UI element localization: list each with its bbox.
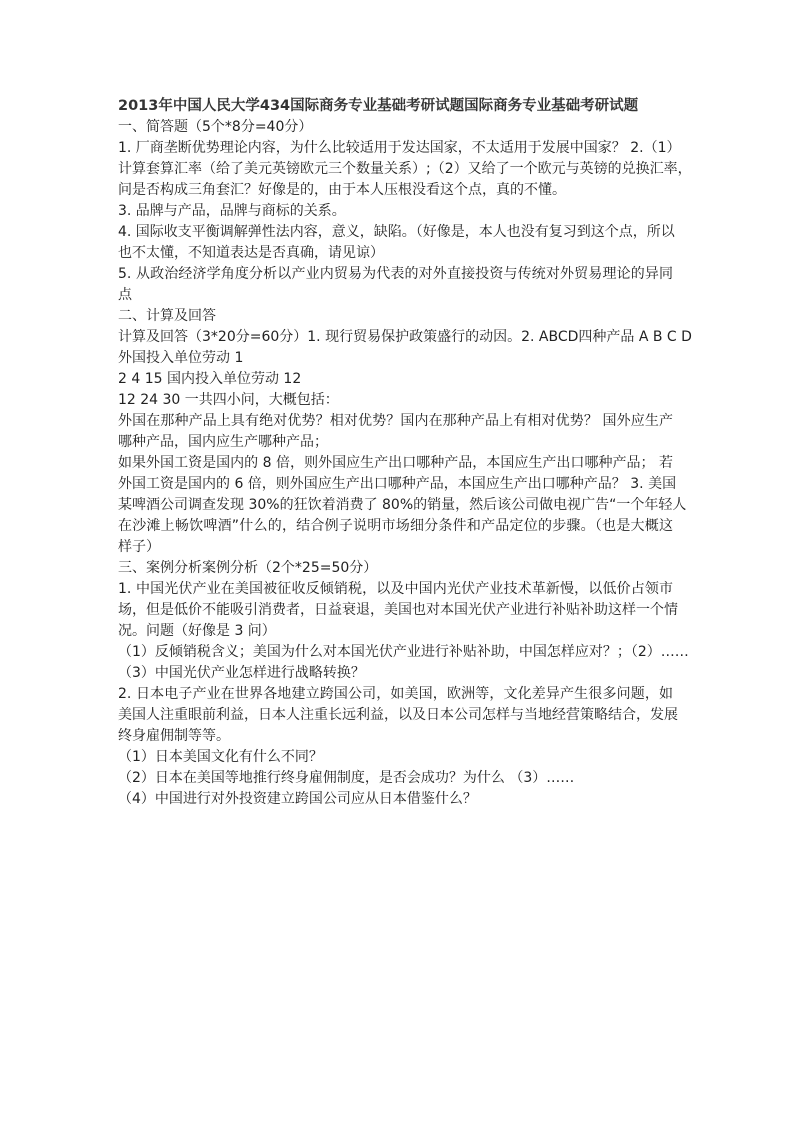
paragraph-line: （4）中国进行对外投资建立跨国公司应从日本借鉴什么？ bbox=[118, 791, 477, 807]
paragraph-line: 外国投入单位劳动 1 bbox=[118, 350, 244, 366]
paragraph-line: （1）反倾销税含义；美国为什么对本国光伏产业进行补贴补助，中国怎样应对？；（2）…… bbox=[118, 644, 689, 660]
paragraph-line: 4. 国际收支平衡调解弹性法内容，意义，缺陷。（好像是，本人也没有复习到这个点，所以 bbox=[118, 224, 675, 240]
paragraph-line: 况。问题（好像是 3 问） bbox=[118, 623, 276, 639]
paragraph-line: 1. 厂商垄断优势理论内容，为什么比较适用于发达国家，不太适用于发展中国家？ 2.（1） bbox=[118, 140, 681, 156]
paragraph-line: 12 24 30 一共四小问，大概包括： bbox=[118, 392, 339, 408]
paragraph-line: 5. 从政治经济学角度分析以产业内贸易为代表的对外直接投资与传统对外贸易理论的异同 bbox=[118, 266, 673, 282]
paragraph-line: （1）日本美国文化有什么不同？ bbox=[118, 749, 323, 765]
paragraph-line: 也不太懂，不知道表达是否真确，请见谅） bbox=[118, 245, 384, 261]
paragraph-line: 样子） bbox=[118, 539, 160, 555]
section-heading-2: 二、计算及回答 bbox=[118, 308, 216, 324]
document-title: 2013年中国人民大学434国际商务专业基础考研试题国际商务专业基础考研试题 bbox=[118, 98, 639, 114]
paragraph-line: 哪种产品，国内应生产哪种产品； bbox=[118, 434, 328, 450]
paragraph-line: 2. 日本电子产业在世界各地建立跨国公司，如美国，欧洲等，文化差异产生很多问题，如 bbox=[118, 686, 673, 702]
paragraph-line: 某啤酒公司调查发现 30%的狂饮着消费了 80%的销量，然后该公司做电视广告“一个年轻人 bbox=[118, 497, 687, 513]
paragraph-line: 1. 中国光伏产业在美国被征收反倾销税，以及中国内光伏产业技术革新慢，以低价占领市 bbox=[118, 581, 673, 597]
paragraph-line: 计算套算汇率（给了美元英镑欧元三个数量关系）;（2）又给了一个欧元与英镑的兑换汇率， bbox=[118, 161, 692, 177]
paragraph-line: 问是否构成三角套汇？好像是的，由于本人压根没看这个点，真的不懂。 bbox=[118, 182, 566, 198]
section-heading-3: 三、案例分析案例分析（2个*25=50分） bbox=[118, 560, 378, 576]
paragraph-line: 场，但是低价不能吸引消费者，日益衰退，美国也对本国光伏产业进行补贴补助这样一个情 bbox=[118, 602, 678, 618]
paragraph-line: 计算及回答（3*20分=60分）1. 现行贸易保护政策盛行的动因。2. ABCD四种产品 A B C D bbox=[118, 329, 692, 345]
paragraph-line: 终身雇佣制等等。 bbox=[118, 728, 230, 744]
paragraph-line: 外国工资是国内的 6 倍，则外国应生产出口哪种产品，本国应生产出口哪种产品？ 3. 美国 bbox=[118, 476, 677, 492]
paragraph-line: 美国人注重眼前利益，日本人注重长远利益，以及日本公司怎样与当地经营策略结合，发展 bbox=[118, 707, 678, 723]
paragraph-line: （2）日本在美国等地推行终身雇佣制度，是否会成功？为什么 （3）…… bbox=[118, 770, 575, 786]
paragraph-line: 如果外国工资是国内的 8 倍，则外国应生产出口哪种产品，本国应生产出口哪种产品； 若 bbox=[118, 455, 673, 471]
paragraph-line: 在沙滩上畅饮啤酒”什么的，结合例子说明市场细分条件和产品定位的步骤。（也是大概这 bbox=[118, 518, 673, 534]
paragraph-line: 外国在那种产品上具有绝对优势？相对优势？国内在那种产品上有相对优势？ 国外应生产 bbox=[118, 413, 673, 429]
paragraph-line: 2 4 15 国内投入单位劳动 12 bbox=[118, 371, 302, 387]
document-body bbox=[118, 96, 692, 810]
paragraph-line: 3. 品牌与产品，品牌与商标的关系。 bbox=[118, 203, 346, 219]
section-heading-1: 一、简答题（5个*8分=40分） bbox=[118, 119, 313, 135]
paragraph-line: 点 bbox=[118, 287, 132, 303]
paragraph-line: （3）中国光伏产业怎样进行战略转换？ bbox=[118, 665, 365, 681]
